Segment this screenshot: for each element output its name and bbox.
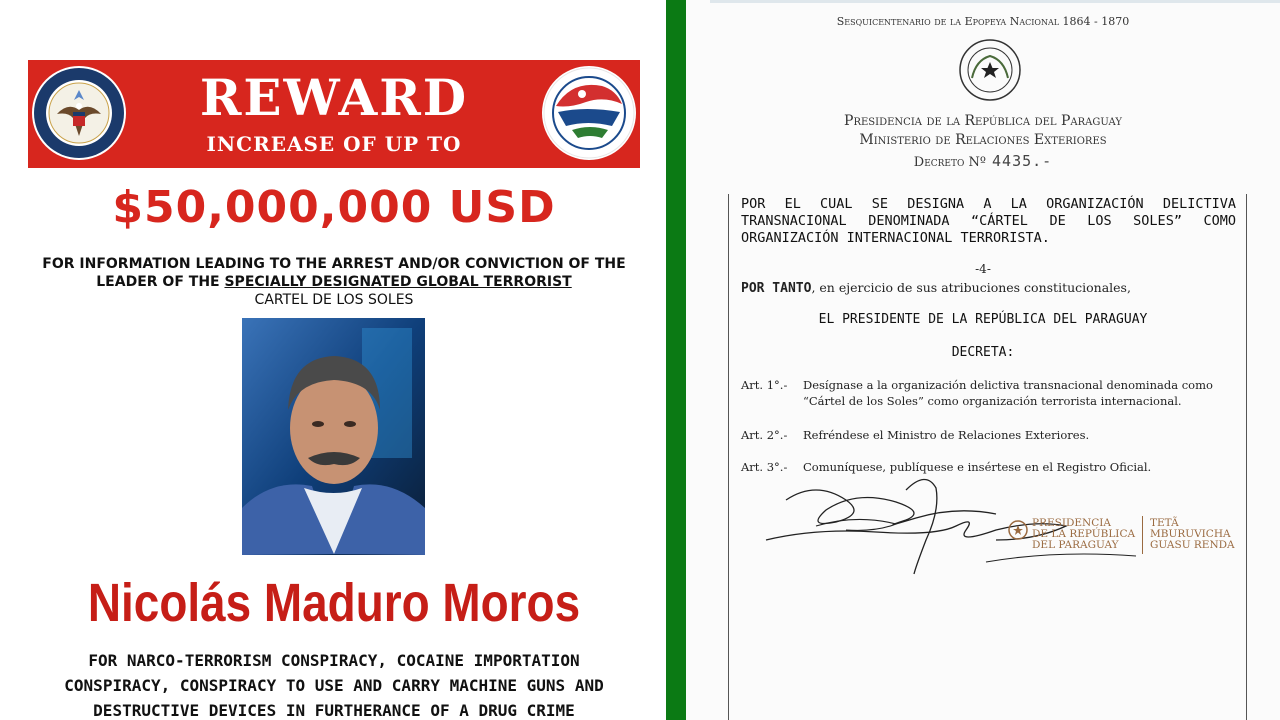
subject-name: Nicolás Maduro Moros [87,573,581,633]
guarani-stamp-text [1150,518,1235,551]
issuer-block [686,112,1280,150]
article-1-text: Desígnase a la organización delictiva transnacional denominada como “Cártel de los Soles” como organización terrorista internacional. [803,378,1213,408]
handwritten-signatures [756,470,1216,590]
decree-number [686,152,1280,170]
stamp-divider [1142,516,1143,554]
top-rule [710,0,1280,3]
info-line-2-prefix: LEADER OF THE [96,274,225,290]
info-line-2 [28,273,640,291]
charges-text [28,648,640,720]
reward-amount: $50,000,000 USD [112,182,556,233]
reward-title: REWARD [199,68,469,127]
info-line-1: FOR INFORMATION LEADING TO THE ARREST AND/OR CONVICTION OF THE [42,256,626,272]
charges-line-2: CONSPIRACY, CONSPIRACY TO USE AND CARRY MACHINE GUNS AND [64,676,604,695]
stamp-right-line-3: GUASU RENDA [1150,539,1235,551]
article-2-text: Refréndese el Ministro de Relaciones Exteriores. [803,428,1090,442]
article-3-number: Art. 3°.- [741,460,788,474]
reward-info [28,255,640,309]
presidencia-line: Presidencia de la República del Paraguay [844,113,1122,129]
decree-document [686,0,1280,720]
sdgt-designation: SPECIALLY DESIGNATED GLOBAL TERRORIST [224,274,572,290]
por-tanto-rest: , en ejercicio de sus atribuciones constitucionales, [811,280,1131,295]
stamp-right-line-2: MBURUVICHA [1150,528,1231,540]
reward-subtitle: INCREASE OF UP TO [206,132,462,156]
presidency-stamp-text [1032,518,1135,551]
info-line-3: CARTEL DE LOS SOLES [254,292,414,308]
presidency-stamp-icon [1008,518,1028,542]
stamp-left-line-1: PRESIDENCIA [1032,517,1112,529]
portrait-photo [242,318,425,555]
stamp-left-line-2: DE LA REPÚBLICA [1032,528,1136,540]
dea-seal-icon [542,66,636,160]
charges-line-1: FOR NARCO-TERRORISM CONSPIRACY, COCAINE IMPORTATION [88,651,580,670]
article-2-number: Art. 2°.- [741,428,788,442]
ministerio-line: Ministerio de Relaciones Exteriores [859,132,1107,148]
article-3-text: Comuníquese, publíquese e insértese en el Registro Oficial. [803,460,1152,474]
decreta-heading: DECRETA: [951,345,1015,360]
decree-number-value: 4435.- [992,152,1053,170]
sesquicentenario-header: Sesquicentenario de la Epopeya Nacional 1864 - 1870 [836,15,1130,28]
green-divider [666,0,686,720]
page-marker: -4- [975,262,991,276]
por-tanto-bold: POR TANTO [741,281,812,296]
decree-heading: POR EL CUAL SE DESIGNA A LA ORGANIZACIÓN DELICTIVA TRANSNACIONAL DENOMINADA “CÁRTEL DE LOS SOLES” COMO ORGANIZACIÓN INTERNACIONAL TERRORISTA. [741,196,1236,246]
article-1-number: Art. 1°.- [741,378,788,392]
charges-line-3: DESTRUCTIVE DEVICES IN FURTHERANCE OF A DRUG CRIME [93,701,575,720]
stamp-right-line-1: TETÃ [1150,517,1179,529]
reward-banner [28,60,640,168]
paraguay-coat-of-arms-icon [958,38,1022,102]
stamp-left-line-3: DEL PARAGUAY [1032,539,1119,551]
por-tanto-line [741,280,1131,296]
el-presidente-heading: EL PRESIDENTE DE LA REPÚBLICA DEL PARAGUAY [818,312,1148,327]
decree-number-label: Decreto Nº [913,155,987,170]
